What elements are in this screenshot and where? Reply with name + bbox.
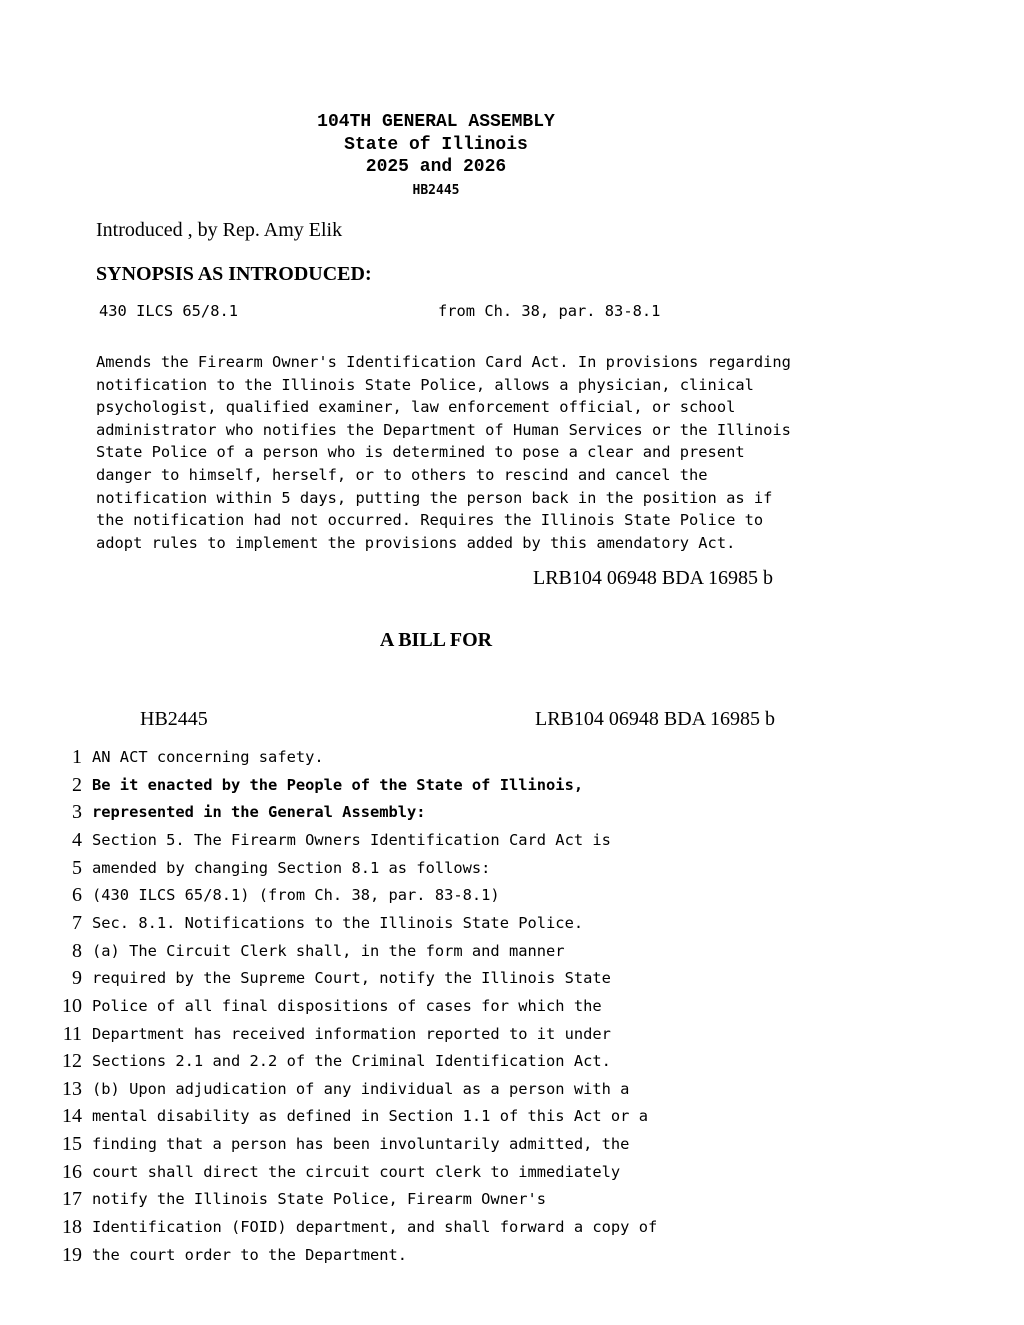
bill-line-text: the court order to the Department.: [92, 1246, 408, 1264]
line-number: 15: [62, 1133, 82, 1155]
line-number: 12: [62, 1050, 82, 1072]
bill-line-text: (430 ILCS 65/8.1) (from Ch. 38, par. 83-8.1): [92, 886, 500, 904]
line-number: 18: [62, 1216, 82, 1238]
bill-line-text: amended by changing Section 8.1 as follows:: [92, 859, 491, 877]
line-number: 10: [62, 995, 82, 1017]
line-number: 6: [72, 884, 82, 906]
page-header-bill-number: HB2445: [140, 708, 208, 730]
synopsis-line: notification to the Illinois State Police, allows a physician, clinical: [96, 376, 754, 394]
synopsis-lrb: LRB104 06948 BDA 16985 b: [533, 567, 774, 589]
synopsis-heading: SYNOPSIS AS INTRODUCED:: [96, 263, 372, 285]
assembly-title: 104TH GENERAL ASSEMBLY: [317, 112, 555, 132]
bill-line-text: Identification (FOID) department, and shall forward a copy of: [92, 1218, 658, 1236]
bill-line-text: AN ACT concerning safety.: [92, 748, 324, 766]
synopsis-line: notification within 5 days, putting the person back in the position as if: [96, 489, 773, 507]
line-number: 3: [72, 801, 82, 823]
synopsis-citation: 430 ILCS 65/8.1: [99, 302, 238, 320]
synopsis-line: administrator who notifies the Department of Human Services or the Illinois: [96, 421, 791, 439]
bill-line-text: Section 5. The Firearm Owners Identification Card Act is: [92, 831, 611, 849]
page-header-lrb: LRB104 06948 BDA 16985 b: [535, 708, 776, 730]
line-number: 5: [72, 857, 82, 879]
synopsis-line: State Police of a person who is determined to pose a clear and present: [96, 443, 745, 461]
bill-number: HB2445: [412, 183, 460, 198]
bill-line-text: Be it enacted by the People of the State of Illinois,: [92, 776, 584, 794]
bill-line-text: Department has received information reported to it under: [92, 1025, 611, 1043]
bill-line-text: Sec. 8.1. Notifications to the Illinois State Police.: [92, 914, 584, 932]
bill-line-text: Sections 2.1 and 2.2 of the Criminal Identification Act.: [92, 1052, 611, 1070]
bill-line-text: court shall direct the circuit court clerk to immediately: [92, 1163, 621, 1181]
bill-line-text: Police of all final dispositions of cases for which the: [92, 997, 602, 1015]
bill-line-text: finding that a person has been involuntarily admitted, the: [92, 1135, 630, 1153]
bill-line-text: notify the Illinois State Police, Firearm Owner's: [92, 1190, 547, 1208]
line-number: 8: [72, 940, 82, 962]
line-number: 7: [72, 912, 82, 934]
synopsis-citation-from: from Ch. 38, par. 83-8.1: [438, 302, 661, 320]
synopsis-line: danger to himself, herself, or to others to rescind and cancel the: [96, 466, 708, 484]
line-number: 9: [72, 967, 82, 989]
line-number: 17: [62, 1188, 82, 1210]
bill-line-text: represented in the General Assembly:: [92, 803, 426, 821]
line-number: 1: [72, 746, 82, 768]
synopsis-line: the notification had not occurred. Requires the Illinois State Police to: [96, 511, 764, 529]
line-number: 11: [62, 1023, 82, 1045]
line-number: 14: [62, 1105, 82, 1127]
session-years: 2025 and 2026: [365, 157, 507, 177]
introduced-by: Introduced , by Rep. Amy Elik: [96, 219, 343, 241]
line-number: 2: [72, 774, 82, 796]
bill-line-text: (b) Upon adjudication of any individual as a person with a: [92, 1080, 630, 1098]
state-title: State of Illinois: [344, 135, 528, 155]
bill-heading: A BILL FOR: [379, 629, 493, 651]
line-number: 16: [62, 1161, 82, 1183]
bill-line-text: (a) The Circuit Clerk shall, in the form and manner: [92, 942, 565, 960]
bill-line-text: mental disability as defined in Section 1.1 of this Act or a: [92, 1107, 648, 1125]
line-number: 13: [62, 1078, 82, 1100]
synopsis-line: Amends the Firearm Owner's Identification Card Act. In provisions regarding: [96, 353, 791, 371]
bill-line-text: required by the Supreme Court, notify the Illinois State: [92, 969, 611, 987]
synopsis-line: adopt rules to implement the provisions added by this amendatory Act.: [96, 534, 736, 552]
line-number: 4: [72, 829, 82, 851]
line-number: 19: [62, 1244, 82, 1266]
synopsis-line: psychologist, qualified examiner, law enforcement official, or school: [96, 398, 736, 416]
